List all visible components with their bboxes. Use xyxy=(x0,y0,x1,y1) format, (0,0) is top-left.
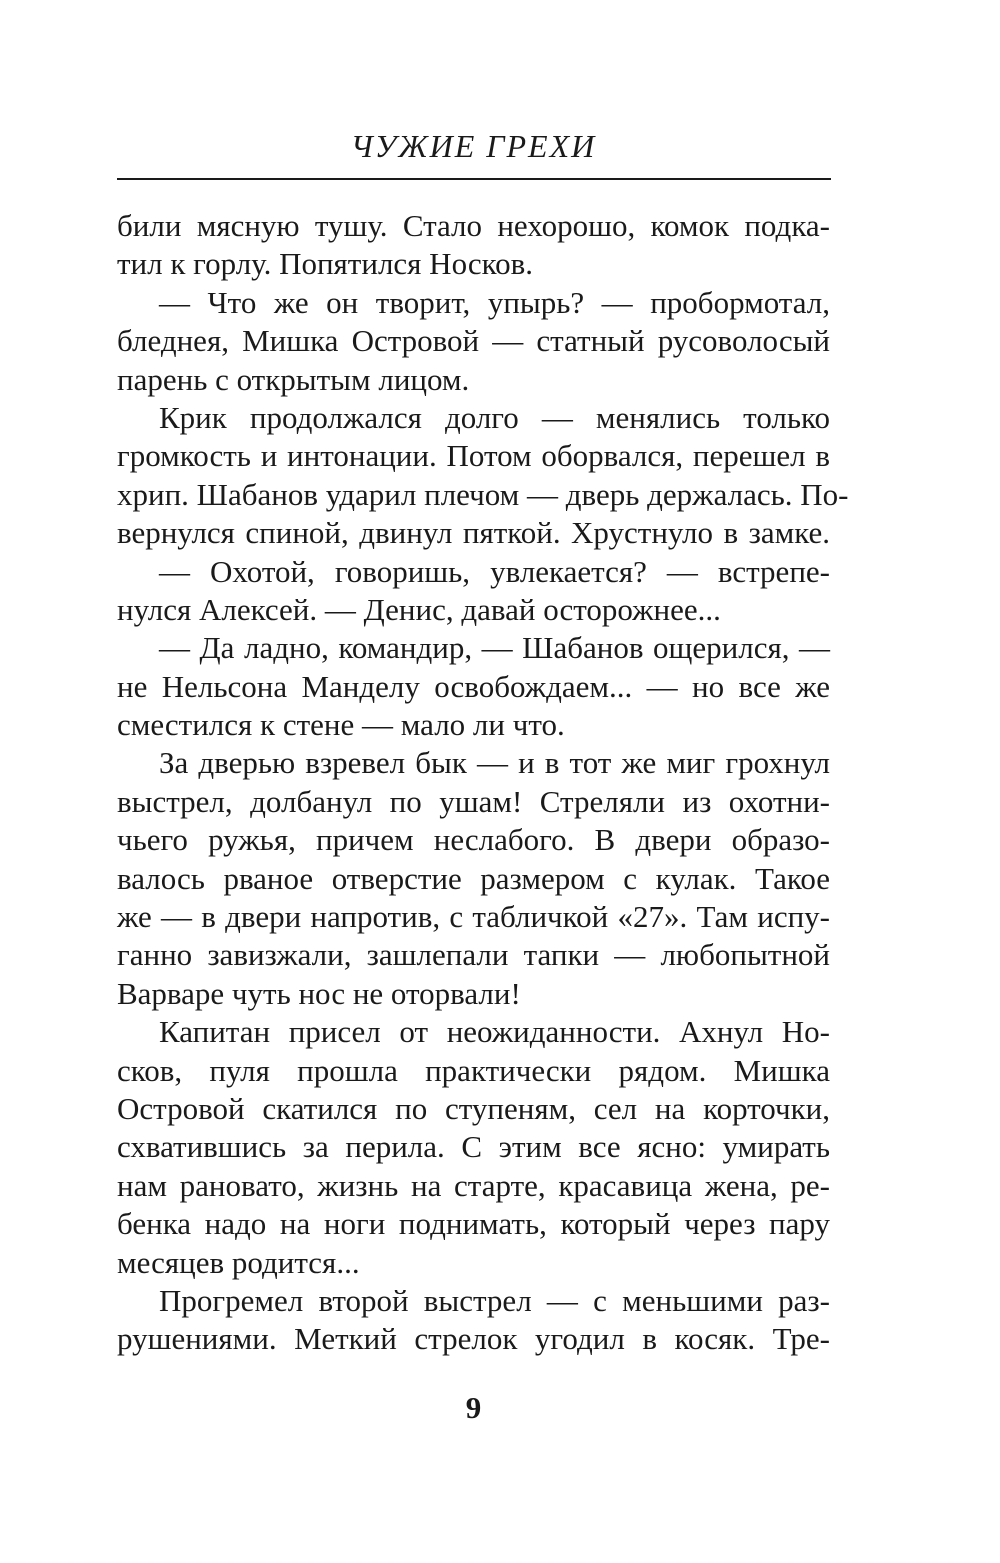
text-line: Прогремел второй выстрел — с меньшими раз- xyxy=(159,1282,830,1318)
text-line: вернулся спиной, двинул пяткой. Хрустнуло в замке. xyxy=(117,515,830,551)
text-line: сков, пуля прошла практически рядом. Мишка xyxy=(117,1052,830,1088)
text-line: — Охотой, говоришь, увлекается? — встрепе- xyxy=(159,553,830,589)
text-line: Капитан присел от неожиданности. Ахнул Но- xyxy=(159,1014,830,1050)
text-line: валось рваное отверстие размером с кулак. Такое xyxy=(117,860,830,896)
text-line: сместился к стене — мало ли что. xyxy=(117,707,565,743)
text-line: парень с открытым лицом. xyxy=(117,361,470,397)
text-line: — Что же он творит, упырь? — пробормотал, xyxy=(159,284,830,320)
text-line: — Да ладно, командир, — Шабанов ощерился, — xyxy=(159,630,830,666)
text-line: не Нельсона Манделу освобождаем... — но все же xyxy=(117,668,830,704)
text-line: ганно завизжали, зашлепали тапки — любопытной xyxy=(117,937,830,973)
text-line: громкость и интонации. Потом оборвался, перешел в xyxy=(117,438,830,474)
text-line: бледнея, Мишка Островой — статный русоволосый xyxy=(117,323,830,359)
text-line: За дверью взревел бык — и в тот же миг грохнул xyxy=(159,745,830,781)
text-line: нам рановато, жизнь на старте, красавица жена, ре- xyxy=(117,1167,830,1203)
text-line: месяцев родится... xyxy=(117,1244,360,1280)
running-head-title: ЧУЖИЕ ГРЕХИ xyxy=(350,128,597,164)
text-line: тил к горлу. Попятился Носков. xyxy=(117,246,533,282)
text-line: нулся Алексей. — Денис, давай осторожнее... xyxy=(117,591,721,627)
text-line: рушениями. Меткий стрелок угодил в косяк. Тре- xyxy=(117,1321,830,1357)
text-line: же — в двери напротив, с табличкой «27». Там испу- xyxy=(117,899,830,935)
text-line: выстрел, долбанул по ушам! Стреляли из охотни- xyxy=(117,783,830,819)
page-number: 9 xyxy=(465,1390,482,1425)
text-line: Островой скатился по ступеням, сел на корточки, xyxy=(117,1090,830,1126)
text-line: Варваре чуть нос не оторвали! xyxy=(117,975,521,1011)
text-line: бенка надо на ноги поднимать, который через пару xyxy=(117,1206,830,1242)
text-line: чьего ружья, причем неслабого. В двери образо- xyxy=(117,822,830,858)
text-line: били мясную тушу. Стало нехорошо, комок подка- xyxy=(117,208,830,243)
body-text xyxy=(117,207,849,1359)
header-rule xyxy=(117,178,831,180)
text-line: Крик продолжался долго — менялись только xyxy=(159,399,830,435)
text-line: хрип. Шабанов ударил плечом — дверь держалась. По- xyxy=(117,476,849,512)
text-line: схватившись за перила. С этим все ясно: умирать xyxy=(117,1129,830,1165)
